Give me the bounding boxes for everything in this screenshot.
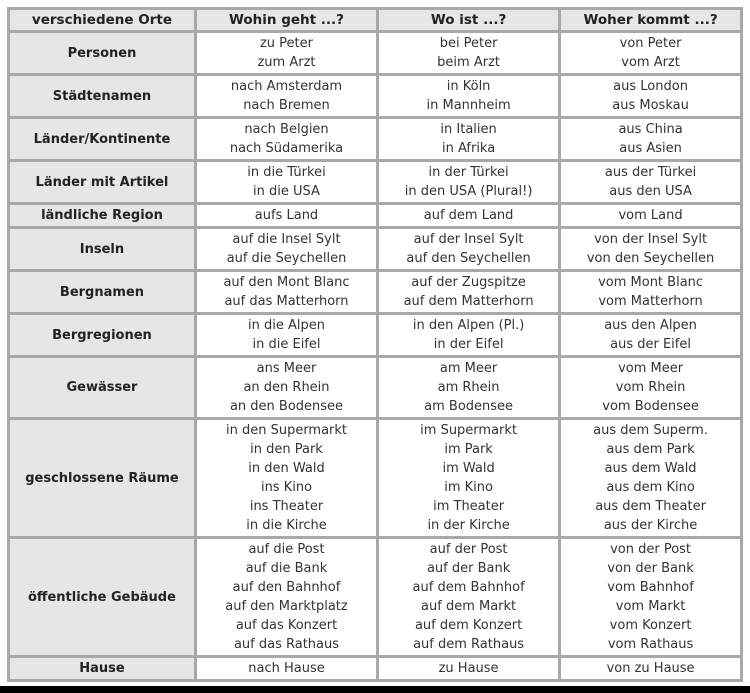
table-row	[9, 118, 742, 161]
wo-example: auf dem Land	[423, 208, 514, 223]
category-cell: Gewässer	[9, 357, 196, 419]
wohin-example: nach Südamerika	[229, 141, 344, 156]
woher-example: aus China	[618, 122, 683, 137]
wo-example: in der Türkei	[428, 165, 509, 180]
wo-example: in Köln	[446, 79, 491, 94]
wohin-example: nach Hause	[248, 661, 325, 676]
header-wo: Wo ist ...?	[378, 9, 560, 32]
wohin-cell	[195, 419, 377, 538]
wo-cell	[378, 228, 560, 271]
wo-example: in Italien	[440, 122, 497, 137]
woher-example: aus dem Wald	[604, 461, 697, 476]
woher-example: vom Bahnhof	[607, 580, 694, 595]
category-cell: Inseln	[9, 228, 196, 271]
wohin-cell	[195, 32, 377, 75]
category-cell: Bergnamen	[9, 271, 196, 314]
table-row	[9, 657, 742, 681]
woher-cell	[560, 118, 742, 161]
header-wohin: Wohin geht ...?	[195, 9, 377, 32]
wo-example: auf dem Konzert	[414, 618, 523, 633]
wohin-cell	[195, 161, 377, 204]
wohin-example: zu Peter	[259, 36, 313, 51]
wo-cell	[378, 32, 560, 75]
wo-example: in der Kirche	[427, 518, 510, 533]
wo-example: in den Alpen (Pl.)	[412, 318, 525, 333]
wohin-example: auf den Marktplatz	[225, 599, 348, 614]
wohin-example: auf das Rathaus	[233, 637, 340, 652]
wo-cell	[378, 204, 560, 228]
wohin-example: ins Kino	[260, 480, 313, 495]
woher-example: von der Insel Sylt	[594, 232, 708, 247]
category-cell: Städtenamen	[9, 75, 196, 118]
wohin-example: ins Theater	[249, 499, 324, 514]
table-row	[9, 228, 742, 271]
wohin-example: auf die Seychellen	[226, 251, 347, 266]
wo-example: im Theater	[433, 499, 505, 514]
category-cell: öffentliche Gebäude	[9, 538, 196, 657]
woher-example: vom Arzt	[621, 55, 680, 70]
woher-example: vom Rhein	[615, 380, 686, 395]
woher-example: vom Matterhorn	[598, 294, 703, 309]
category-cell: ländliche Region	[9, 204, 196, 228]
wohin-cell	[195, 271, 377, 314]
wohin-example: in die Kirche	[246, 518, 327, 533]
wo-cell	[378, 314, 560, 357]
wo-example: bei Peter	[439, 36, 498, 51]
wohin-cell	[195, 75, 377, 118]
woher-example: aus der Kirche	[603, 518, 698, 533]
wo-cell	[378, 161, 560, 204]
wo-cell	[378, 657, 560, 681]
woher-example: aus dem Kino	[606, 480, 695, 495]
category-cell: Länder/Kontinente	[9, 118, 196, 161]
category-cell: geschlossene Räume	[9, 419, 196, 538]
wo-example: im Supermarkt	[420, 423, 518, 438]
wo-example: auf der Insel Sylt	[413, 232, 524, 247]
woher-cell	[560, 657, 742, 681]
wohin-example: auf das Konzert	[235, 618, 338, 633]
woher-cell	[560, 357, 742, 419]
woher-cell	[560, 75, 742, 118]
wo-example: auf dem Bahnhof	[412, 580, 525, 595]
category-cell: Personen	[9, 32, 196, 75]
category-cell: Länder mit Artikel	[9, 161, 196, 204]
wohin-example: zum Arzt	[257, 55, 316, 70]
wohin-cell	[195, 118, 377, 161]
woher-example: aus Asien	[619, 141, 682, 156]
wo-example: auf der Bank	[426, 561, 511, 576]
woher-example: aus dem Superm.	[593, 423, 708, 438]
wohin-example: auf den Mont Blanc	[223, 275, 350, 290]
woher-example: aus dem Theater	[595, 499, 706, 514]
wo-example: in den USA (Plural!)	[404, 184, 533, 199]
woher-example: von den Seychellen	[586, 251, 715, 266]
table-row	[9, 204, 742, 228]
wohin-example: auf die Insel Sylt	[232, 232, 341, 247]
table-row	[9, 357, 742, 419]
woher-cell	[560, 228, 742, 271]
woher-example: von Peter	[619, 36, 682, 51]
wohin-example: auf das Matterhorn	[224, 294, 349, 309]
wohin-cell	[195, 204, 377, 228]
wohin-cell	[195, 357, 377, 419]
woher-example: vom Mont Blanc	[598, 275, 704, 290]
header-woher: Woher kommt ...?	[560, 9, 742, 32]
wo-example: in der Eifel	[433, 337, 504, 352]
bottom-bar	[0, 686, 750, 693]
wohin-example: nach Amsterdam	[230, 79, 343, 94]
wohin-example: auf die Bank	[245, 561, 328, 576]
header-category: verschiedene Orte	[9, 9, 196, 32]
wohin-cell	[195, 657, 377, 681]
wo-cell	[378, 357, 560, 419]
wo-example: am Rhein	[437, 380, 500, 395]
wohin-example: auf den Bahnhof	[232, 580, 341, 595]
woher-example: vom Meer	[618, 361, 684, 376]
woher-cell	[560, 538, 742, 657]
wo-example: im Kino	[444, 480, 493, 495]
table-row	[9, 75, 742, 118]
wohin-example: in den Supermarkt	[225, 423, 348, 438]
wo-example: auf der Zugspitze	[411, 275, 526, 290]
wohin-example: ans Meer	[256, 361, 317, 376]
wo-example: auf dem Matterhorn	[403, 294, 534, 309]
prepositions-table	[7, 7, 743, 682]
wo-cell	[378, 419, 560, 538]
woher-example: vom Bodensee	[602, 399, 699, 414]
woher-cell	[560, 271, 742, 314]
woher-example: aus den USA	[609, 184, 692, 199]
woher-example: von der Bank	[607, 561, 694, 576]
woher-cell	[560, 161, 742, 204]
wo-example: beim Arzt	[437, 55, 500, 70]
woher-cell	[560, 32, 742, 75]
wo-cell	[378, 75, 560, 118]
wohin-cell	[195, 314, 377, 357]
table-row	[9, 419, 742, 538]
wo-example: im Park	[444, 442, 493, 457]
table-row	[9, 271, 742, 314]
woher-example: von der Post	[610, 542, 692, 557]
wohin-example: nach Bremen	[243, 98, 330, 113]
table-row	[9, 538, 742, 657]
woher-example: aus der Türkei	[604, 165, 697, 180]
category-cell: Hause	[9, 657, 196, 681]
woher-example: vom Land	[618, 208, 683, 223]
wo-example: auf dem Markt	[421, 599, 517, 614]
table-row	[9, 32, 742, 75]
woher-cell	[560, 204, 742, 228]
wohin-example: nach Belgien	[244, 122, 329, 137]
header-row	[9, 9, 742, 32]
table-row	[9, 161, 742, 204]
wo-example: auf der Post	[429, 542, 508, 557]
woher-cell	[560, 419, 742, 538]
woher-example: von zu Hause	[606, 661, 695, 676]
wohin-cell	[195, 228, 377, 271]
wohin-example: auf die Post	[248, 542, 325, 557]
category-cell: Bergregionen	[9, 314, 196, 357]
wo-cell	[378, 271, 560, 314]
wo-example: zu Hause	[438, 661, 499, 676]
woher-example: aus dem Park	[606, 442, 695, 457]
wohin-example: in den Wald	[248, 461, 325, 476]
wo-cell	[378, 118, 560, 161]
wo-example: auf dem Rathaus	[413, 637, 525, 652]
woher-example: vom Konzert	[609, 618, 692, 633]
wohin-example: in die USA	[253, 184, 320, 199]
wohin-example: in die Alpen	[248, 318, 325, 333]
wohin-example: in die Türkei	[247, 165, 326, 180]
woher-example: aus der Eifel	[610, 337, 691, 352]
wo-example: auf den Seychellen	[406, 251, 531, 266]
woher-example: vom Markt	[615, 599, 686, 614]
wo-example: am Bodensee	[424, 399, 514, 414]
wo-example: am Meer	[439, 361, 498, 376]
wo-example: im Wald	[442, 461, 495, 476]
woher-example: aus Moskau	[612, 98, 689, 113]
woher-example: aus London	[613, 79, 688, 94]
wo-cell	[378, 538, 560, 657]
woher-example: vom Rathaus	[607, 637, 694, 652]
table-body	[9, 32, 742, 681]
table-row	[9, 314, 742, 357]
wo-example: in Mannheim	[426, 98, 511, 113]
woher-example: aus den Alpen	[604, 318, 697, 333]
wohin-cell	[195, 538, 377, 657]
wohin-example: an den Bodensee	[229, 399, 344, 414]
woher-cell	[560, 314, 742, 357]
wohin-example: in die Eifel	[252, 337, 321, 352]
wohin-example: aufs Land	[254, 208, 319, 223]
wohin-example: an den Rhein	[243, 380, 330, 395]
wohin-example: in den Park	[250, 442, 323, 457]
wo-example: in Afrika	[441, 141, 496, 156]
